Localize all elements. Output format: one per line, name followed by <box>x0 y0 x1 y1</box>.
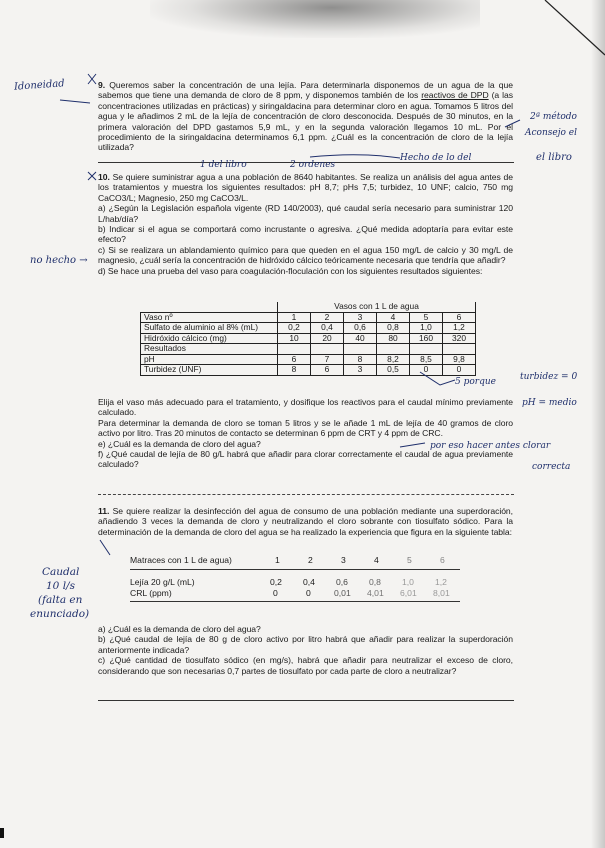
table-row <box>141 365 476 376</box>
page-edge-shadow <box>591 0 605 848</box>
handwritten-note: 2ª método <box>530 112 577 122</box>
table-cell: 8,5 <box>410 354 443 365</box>
handwritten-note: 1 del libro <box>200 160 247 170</box>
table-row <box>141 333 476 344</box>
table-cell: 8 <box>278 365 311 376</box>
page-fold-mark <box>515 0 605 70</box>
table-cell: 20 <box>311 333 344 344</box>
table-cell: 0 <box>306 588 311 598</box>
scan-mark <box>0 828 4 838</box>
table-row <box>141 344 476 355</box>
table-row-label: Resultados <box>141 344 278 355</box>
table-cell: 160 <box>410 333 443 344</box>
subquestion-b: b) ¿Qué caudal de lejía de 80 g de cloro activo por litro habrá que añadir para realizar la superdoración anteriormente indicada? <box>98 634 513 655</box>
table-row-label: Lejía 20 g/L (mL) <box>130 577 195 587</box>
handwritten-note: por eso hacer antes clorar <box>430 441 551 451</box>
subquestion-d: d) Se hace una prueba del vaso para coagulación-floculación con los siguientes resultados siguientes: <box>98 265 483 276</box>
table-cell <box>410 344 443 355</box>
table-cell: 0,4 <box>303 577 315 587</box>
table-cell: 6,01 <box>400 588 417 598</box>
paragraph: Elija el vaso más adecuado para el tratamiento, y dosifique los reactivos para el caudal mínimo previamente calculado. <box>98 397 513 418</box>
handwritten-note: el libro <box>536 152 572 163</box>
table-cell: 3 <box>341 555 346 565</box>
handwritten-note: 10 l/s <box>46 580 75 592</box>
handwritten-note: Aconsejo el <box>525 128 577 138</box>
table-cell <box>443 344 476 355</box>
table-cell: 0,8 <box>377 323 410 334</box>
table-cell: 8 <box>344 354 377 365</box>
handwritten-note: Idoneidad <box>13 78 66 93</box>
question-text: (a las concentraciones utilizadas en prácticas) y siringaldacina para determinar cloro en agua. Tomamos 5 litros del agua y le añadimos 2 mL de la lejía de concentración de cloro desconocida. Después de 30 minutos, en la primera valoración del DPD gastamos 5,9 mL, y en la segunda valoración llegamos 10 mL. Por el procedimiento de la siringaldacina determinamos 6,1 ppm. ¿Cuál es la concentración de cloro de la lejía utilizada? <box>98 90 513 153</box>
handwritten-note: Hecho de lo del <box>400 153 472 163</box>
handwritten-note: correcta <box>532 462 571 472</box>
subquestion-b: b) Indicar si el agua se comportará como incrustante o agresiva. ¿Qué medida adoptaría para evitar este efecto? <box>98 224 513 245</box>
subquestion-c: c) Si se realizara un ablandamiento químico para que queden en el agua 150 mg/L de calcio y 30 mg/L de magnesio, ¿cuál sería la concentración de hidróxido cálcico teóricamente necesaria que tendría que añadir? <box>98 244 513 266</box>
subquestion-a: a) ¿Según la Legislación española vigente (RD 140/2003), qué caudal sería necesario para suministrar 120 L/hab/día? <box>98 203 513 224</box>
table-rule <box>130 569 460 570</box>
question-text: Se quiere suministrar agua a una población de 8640 habitantes. Se realiza un análisis del agua antes de los tratamientos y muestra los siguientes resultados: pH 8,7; pHs 7,5; turbidez, 10 UNF; calcio, 750 mg CaCO3/L; Magnesio, 250 mg CaCO3/L. <box>98 172 513 203</box>
table-cell <box>344 344 377 355</box>
table-cell: 5 <box>407 555 412 565</box>
table-cell: 1,0 <box>402 577 414 587</box>
separator-line <box>98 494 514 495</box>
chlorine-demand-table <box>130 555 510 615</box>
question-11-subquestions <box>98 624 513 676</box>
table-cell <box>377 344 410 355</box>
jar-test-table <box>140 302 476 376</box>
table-cell: 6 <box>440 555 445 565</box>
question-number: 10. <box>98 172 110 182</box>
question-number: 9. <box>98 80 106 90</box>
table-row-label: Hidróxido cálcico (mg) <box>141 333 278 344</box>
table-cell: 80 <box>377 333 410 344</box>
handwritten-note: 2 ordenes <box>290 160 336 170</box>
table-cell <box>278 344 311 355</box>
question-text-underlined: reactivos de DPD <box>421 90 489 101</box>
table-cell: 9,8 <box>443 354 476 365</box>
question-9 <box>98 80 513 153</box>
handwritten-note: (falta en <box>38 594 83 606</box>
table-rule <box>130 601 460 602</box>
table-cell: 4 <box>374 555 379 565</box>
scan-smudge <box>150 0 480 38</box>
question-10 <box>98 172 513 276</box>
table-cell: 0,6 <box>336 577 348 587</box>
table-cell: 4,01 <box>367 588 384 598</box>
table-cell: 1,2 <box>443 323 476 334</box>
table-cell: 1 <box>275 555 280 565</box>
table-cell: 6 <box>443 312 476 323</box>
table-cell: 320 <box>443 333 476 344</box>
table-header-label: Vaso nº <box>141 312 278 323</box>
table-cell: 8,2 <box>377 354 410 365</box>
table-cell: 1,2 <box>435 577 447 587</box>
question-10-continued <box>98 397 513 470</box>
table-cell: 0 <box>410 365 443 376</box>
table-cell: 2 <box>311 312 344 323</box>
table-row <box>141 323 476 334</box>
question-number: 11. <box>98 506 110 516</box>
table-row-label: Turbidez (UNF) <box>141 365 278 376</box>
table-cell: 1 <box>278 312 311 323</box>
table-row-label: Sulfato de aluminio al 8% (mL) <box>141 323 278 334</box>
table-cell: 0 <box>443 365 476 376</box>
question-text: Queremos saber la concentración de una lejía. Para determinarla disponemos de un agua de la que sabemos que tiene una demanda de cloro de 8 ppm, y disponemos también de los <box>98 80 513 101</box>
table-cell: 6 <box>311 365 344 376</box>
handwritten-note: turbidez = 0 <box>520 372 578 382</box>
subquestion-c: c) ¿Qué cantidad de tiosulfato sódico (en mg/s), habrá que añadir para neutralizar el exceso de cloro, considerando que son necesarias 0,7 partes de tiosulfato por cada parte de cloro a neutralizar? <box>98 655 513 676</box>
table-cell: 8,01 <box>433 588 450 598</box>
separator-line <box>98 700 514 701</box>
table-cell: 7 <box>311 354 344 365</box>
subquestion-f: f) ¿Qué caudal de lejía de 80 g/L habrá que añadir para clorar correctamente el caudal de agua previamente calculado? <box>98 449 513 470</box>
subquestion-e: e) ¿Cuál es la demanda de cloro del agua? <box>98 438 261 449</box>
table-row-label: pH <box>141 354 278 365</box>
question-11 <box>98 506 513 537</box>
table-row-label: CRL (ppm) <box>130 588 172 598</box>
table-cell: 0,2 <box>278 323 311 334</box>
table-cell <box>311 344 344 355</box>
handwritten-note: 5 porque <box>455 377 496 387</box>
handwritten-note: enunciado) <box>30 608 90 620</box>
table-cell: 6 <box>278 354 311 365</box>
table-cell: 4 <box>377 312 410 323</box>
paragraph: Para determinar la demanda de cloro se toman 5 litros y se le añade 1 mL de lejía de 40 gramos de cloro activo por litro. Tras 20 minutos de contacto se determinan 6 ppm de CRT y 4 ppm de CRC. <box>98 417 513 439</box>
table-cell: 0,2 <box>270 577 282 587</box>
table-cell: 2 <box>308 555 313 565</box>
table-cell: 5 <box>410 312 443 323</box>
table-cell: 40 <box>344 333 377 344</box>
table-cell: 0,4 <box>311 323 344 334</box>
table-cell: 1,0 <box>410 323 443 334</box>
table-cell: 10 <box>278 333 311 344</box>
table-cell: 0,8 <box>369 577 381 587</box>
question-text: Se quiere realizar la desinfección del agua de consumo de una población mediante una superdoración, añadiendo 3 veces la demanda de cloro y neutralizando el cloro sobrante con tiosulfato sódico. Para la determinación de la demanda de cloro del agua se ha realizado la experiencia que figura en la siguiente tabla: <box>98 506 513 537</box>
table-cell: 3 <box>344 365 377 376</box>
table-cell: 0,5 <box>377 365 410 376</box>
table-cell: 0 <box>273 588 278 598</box>
handwritten-note: no hecho → <box>30 255 88 266</box>
table-row <box>141 354 476 365</box>
table-row <box>141 312 476 323</box>
handwritten-note: Caudal <box>42 566 80 578</box>
handwritten-note: pH = medio <box>522 398 577 408</box>
table-cell: 0,6 <box>344 323 377 334</box>
subquestion-a: a) ¿Cuál es la demanda de cloro del agua? <box>98 624 261 634</box>
table-cell: 0,01 <box>334 588 351 598</box>
table-cell: 3 <box>344 312 377 323</box>
table-header-label: Matraces con 1 L de agua) <box>130 555 232 565</box>
table-title: Vasos con 1 L de agua <box>278 302 476 312</box>
